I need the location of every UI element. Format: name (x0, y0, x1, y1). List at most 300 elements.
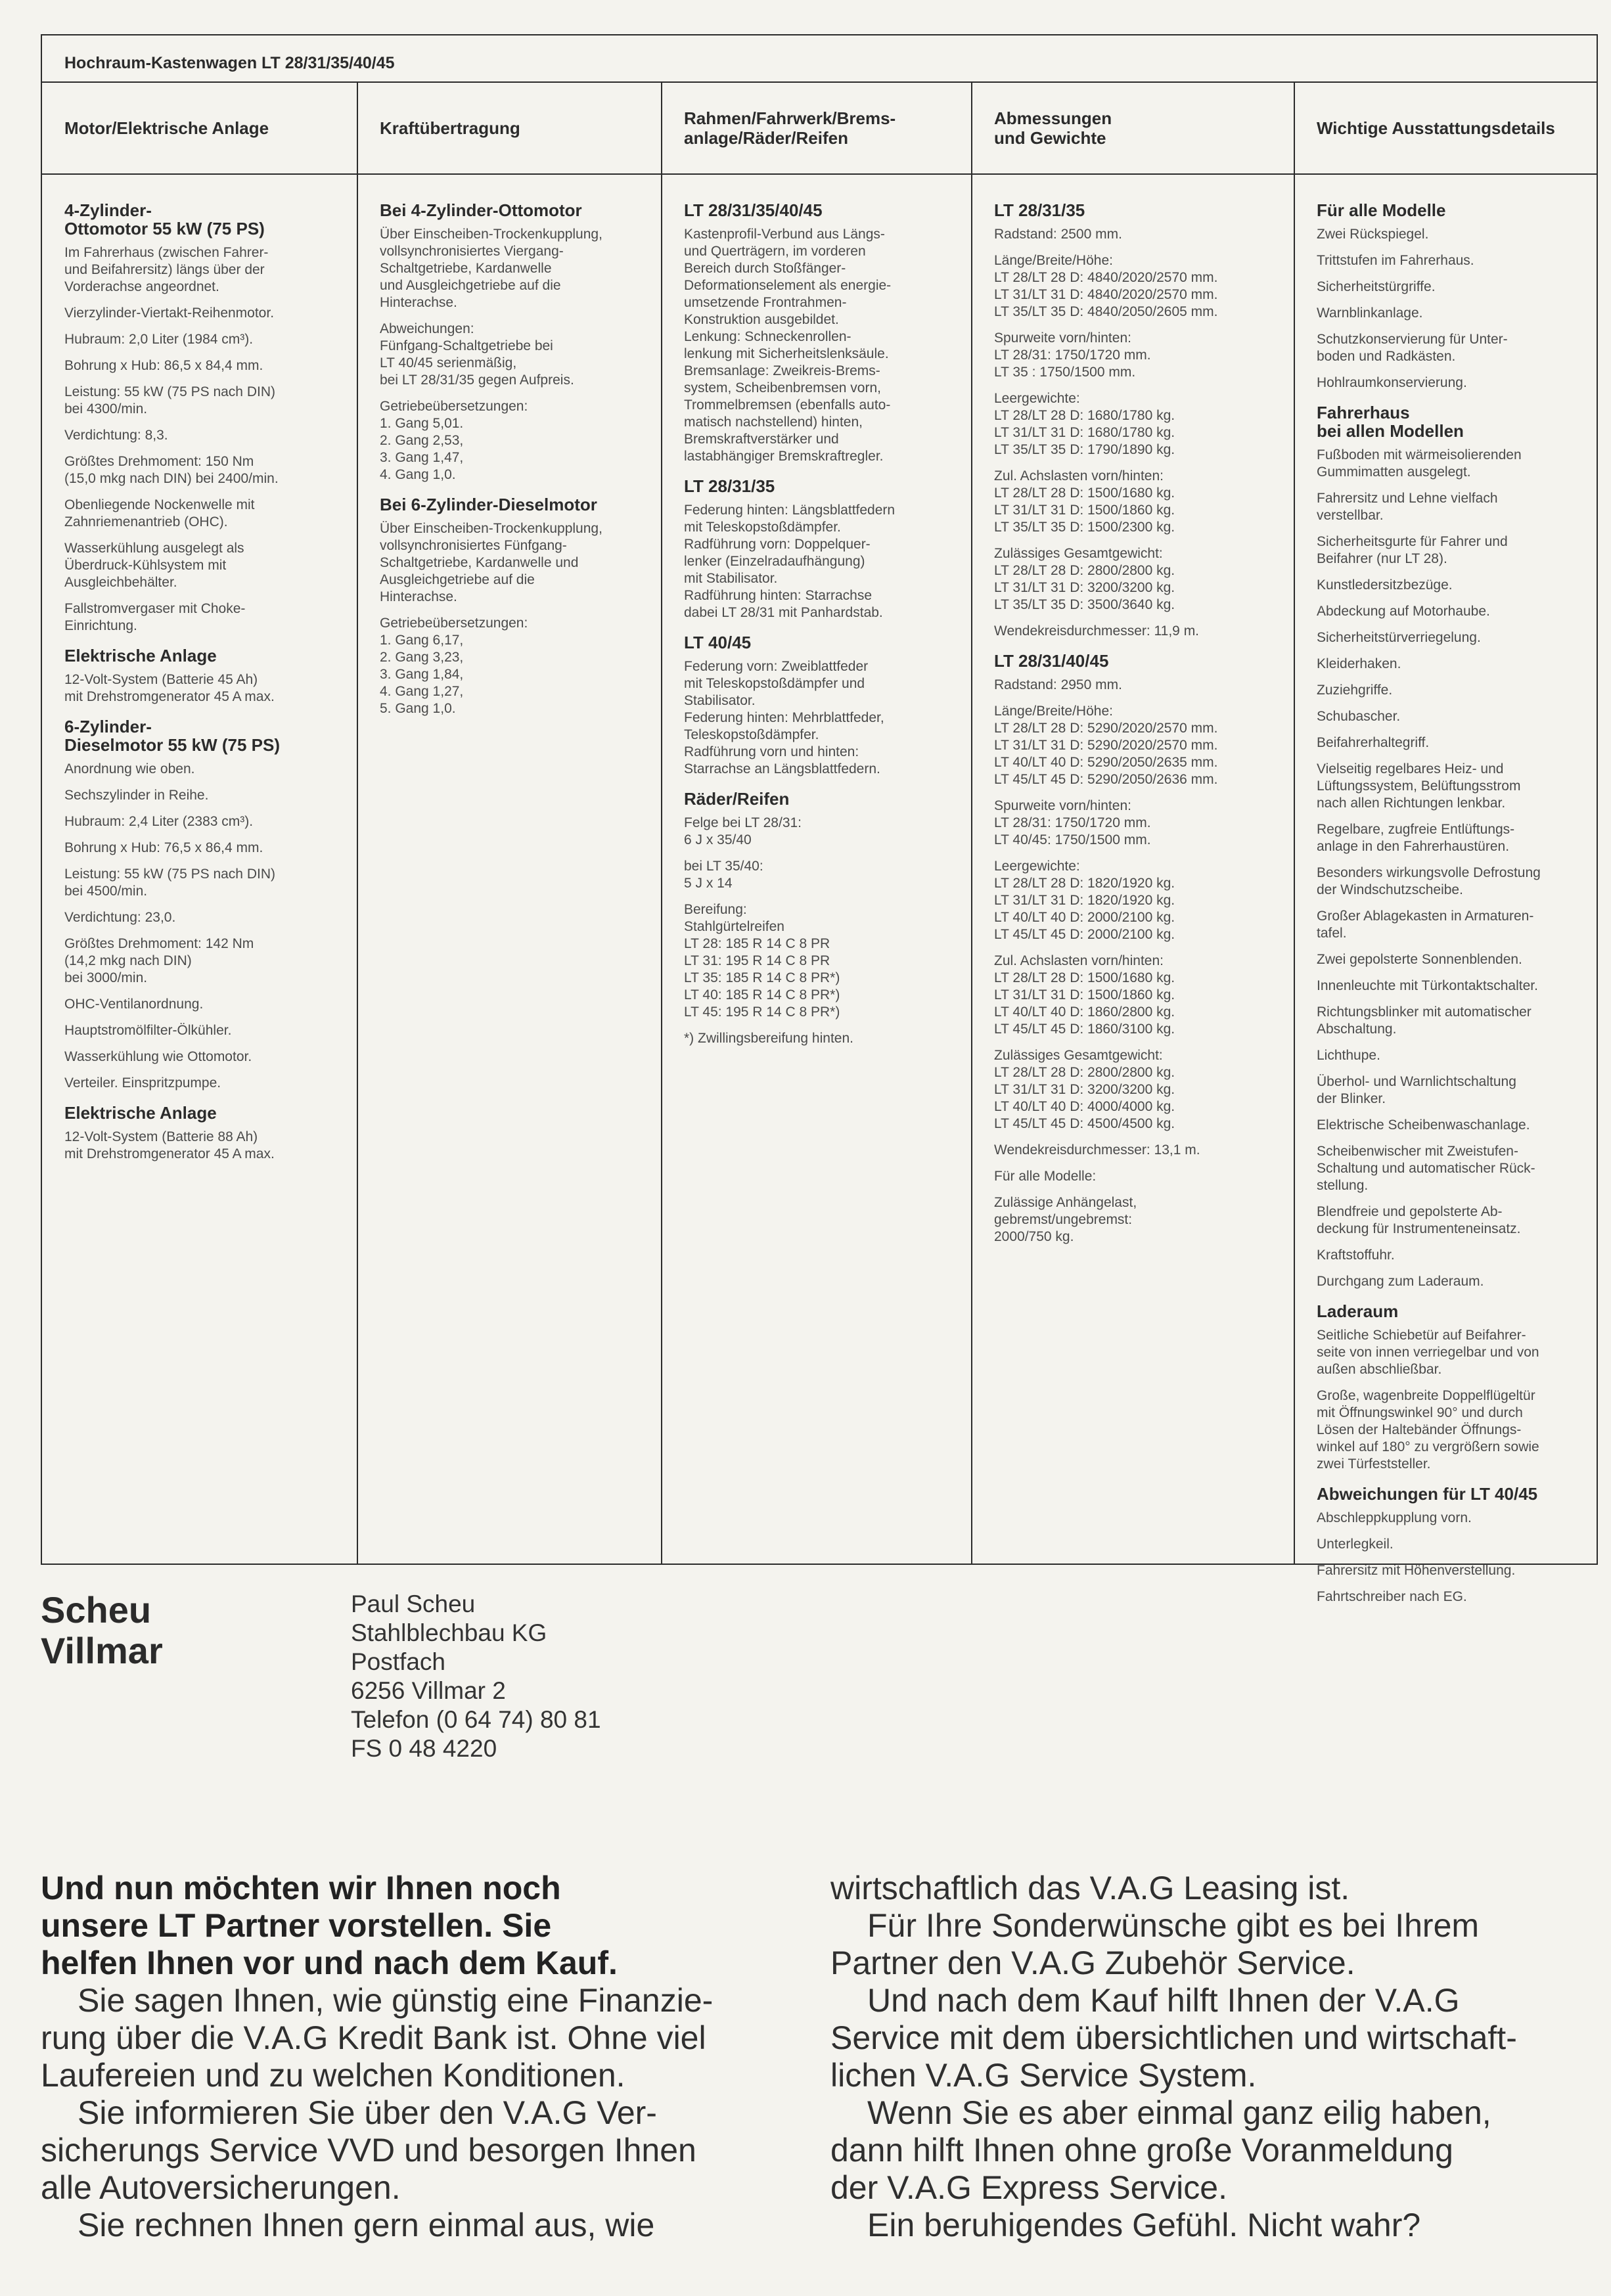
spec-paragraph (684, 226, 955, 465)
spec-line: Unterlegkeil. (1317, 1537, 1394, 1552)
column-kraftuebertragung (357, 175, 662, 1564)
spec-line: bei 4500/min. (64, 884, 148, 899)
spec-line: Vierzylinder-Viertakt-Reihenmotor. (64, 305, 275, 321)
spec-line: Wasserkühlung wie Ottomotor. (64, 1049, 252, 1064)
spec-line: LT 35 : 1750/1500 mm. (994, 365, 1136, 380)
spec-line: Sicherheitstürverriegelung. (1317, 630, 1481, 645)
spec-line: Kraftstoffuhr. (1317, 1248, 1395, 1263)
spec-line: dabei LT 28/31 mit Panhardstab. (684, 605, 883, 620)
spec-paragraph (1317, 1387, 1579, 1473)
closing-line: Service mit dem übersichtlichen und wirtschaft- (830, 2019, 1517, 2056)
spec-paragraph (994, 953, 1277, 1038)
spec-line: Schaltgetriebe, Kardanwelle (380, 261, 552, 276)
spec-paragraph (1317, 331, 1579, 365)
spec-line: Fahrersitz mit Höhenverstellung. (1317, 1563, 1516, 1578)
spec-line: Elektrische Anlage (64, 1103, 217, 1123)
spec-line: Über Einscheiben-Trockenkupplung, (380, 227, 602, 242)
spec-paragraph (64, 357, 340, 374)
closing-paragraph (830, 1907, 1579, 1982)
spec-line: 6 J x 35/40 (684, 832, 752, 847)
spec-line: Richtungsblinker mit automatischer (1317, 1004, 1532, 1020)
spec-paragraph (1317, 1588, 1579, 1606)
spec-line: 6-Zylinder- (64, 717, 152, 736)
closing-line: Wenn Sie es aber einmal ganz eilig haben, (867, 2094, 1491, 2131)
spec-line: Gummimatten ausgelegt. (1317, 464, 1471, 480)
spec-line: Zulässiges Gesamtgewicht: (994, 546, 1163, 561)
spec-paragraph (64, 1075, 340, 1092)
section-heading (684, 633, 955, 652)
spec-paragraph (994, 1168, 1277, 1185)
spec-line: Radstand: 2950 mm. (994, 677, 1122, 692)
column-header-kraftuebertragung (357, 83, 662, 173)
spec-line: seite von innen verriegelbar und von (1317, 1345, 1539, 1360)
spec-line: Abweichungen für LT 40/45 (1317, 1484, 1538, 1504)
spec-line: 1. Gang 6,17, (380, 633, 464, 648)
spec-line: Für alle Modelle (1317, 200, 1446, 220)
spec-line: Zulässiges Gesamtgewicht: (994, 1048, 1163, 1063)
spec-line: LT 40/45 (684, 633, 752, 652)
spec-line: Stahlgürtelreifen (684, 919, 784, 934)
spec-line: Deformationselement als energie- (684, 278, 892, 293)
spec-paragraph (1317, 1536, 1579, 1553)
spec-paragraph (1317, 226, 1579, 243)
column-header-line: Kraftübertragung (380, 118, 520, 138)
closing-line: der V.A.G Express Service. (830, 2169, 1227, 2206)
spec-line: Abschaltung. (1317, 1022, 1397, 1037)
spec-line: nach allen Richtungen lenkbar. (1317, 796, 1506, 811)
spec-line: Länge/Breite/Höhe: (994, 704, 1113, 719)
spec-line: LT 31: 195 R 14 C 8 PR (684, 953, 830, 968)
section-heading (1317, 1302, 1579, 1320)
spec-paragraph (1317, 252, 1579, 269)
spec-line: 12-Volt-System (Batterie 45 Ah) (64, 672, 258, 687)
spec-line: LT 31/LT 31 D: 3200/3200 kg. (994, 1082, 1175, 1097)
closing-paragraph (830, 2207, 1579, 2244)
spec-line: LT 28/LT 28 D: 1680/1780 kg. (994, 408, 1175, 423)
spec-line: bei allen Modellen (1317, 421, 1464, 441)
spec-line: Zwei gepolsterte Sonnenblenden. (1317, 952, 1522, 967)
spec-line: bei LT 35/40: (684, 859, 763, 874)
spec-line: mit Drehstromgenerator 45 A max. (64, 1146, 275, 1161)
spec-paragraph (994, 390, 1277, 459)
column-header-ausstattung (1294, 83, 1597, 173)
spec-paragraph (1317, 734, 1579, 752)
spec-line: Anordnung wie oben. (64, 761, 195, 777)
spec-paragraph (1317, 374, 1579, 392)
spec-line: LT 28/31/40/45 (994, 651, 1109, 671)
spec-paragraph (64, 787, 340, 804)
spec-line: mit Öffnungswinkel 90° und durch (1317, 1405, 1523, 1420)
spec-line: außen abschließbar. (1317, 1362, 1442, 1377)
spec-line: bei 4300/min. (64, 401, 148, 416)
address-line: Stahlblechbau KG (351, 1619, 547, 1646)
spec-line: LT 28/31/35/40/45 (684, 200, 823, 220)
spec-paragraph (684, 901, 955, 1021)
spec-line: Vielseitig regelbares Heiz- und (1317, 761, 1504, 777)
spec-paragraph (1317, 656, 1579, 673)
closing-paragraph (41, 2207, 777, 2244)
spec-line: lastabhängiger Bremskraftregler. (684, 449, 884, 464)
closing-text-right (830, 1870, 1579, 2244)
spec-line: Wendekreisdurchmesser: 11,9 m. (994, 623, 1200, 639)
spec-paragraph (994, 677, 1277, 694)
section-heading (380, 201, 645, 219)
column-header-line: Wichtige Ausstattungsdetails (1317, 118, 1555, 138)
spec-line: Wendekreisdurchmesser: 13,1 m. (994, 1142, 1200, 1158)
spec-line: LT 40/LT 40 D: 4000/4000 kg. (994, 1099, 1175, 1114)
spec-line: boden und Radkästen. (1317, 349, 1456, 364)
spec-line: Schubascher. (1317, 709, 1401, 724)
spec-line: Federung hinten: Längsblattfedern (684, 503, 896, 518)
spec-paragraph (994, 858, 1277, 943)
spec-line: Hubraum: 2,0 Liter (1984 cm³). (64, 332, 254, 347)
spec-line: Abweichungen: (380, 321, 474, 336)
spec-line: Ottomotor 55 kW (75 PS) (64, 219, 265, 238)
spec-line: Schaltgetriebe, Kardanwelle und (380, 555, 579, 570)
spec-line: mit Teleskopstoßdämpfer. (684, 520, 841, 535)
spec-paragraph (1317, 951, 1579, 968)
closing-line: Sie informieren Sie über den V.A.G Ver- (78, 2094, 657, 2131)
spec-paragraph (64, 384, 340, 418)
spec-line: LT 31/LT 31 D: 4840/2020/2570 mm. (994, 287, 1218, 302)
spec-line: Bohrung x Hub: 76,5 x 86,4 mm. (64, 840, 263, 855)
spec-line: Trittstufen im Fahrerhaus. (1317, 253, 1474, 268)
spec-line: 4-Zylinder- (64, 200, 152, 220)
spec-line: Abschleppkupplung vorn. (1317, 1510, 1472, 1525)
section-heading (380, 495, 645, 514)
column-divider (661, 83, 662, 1564)
spec-line: Ausgleichbehälter. (64, 575, 177, 590)
spec-paragraph (380, 226, 645, 311)
closing-line: Für Ihre Sonderwünsche gibt es bei Ihrem (867, 1907, 1480, 1944)
spec-line: Fallstromvergaser mit Choke- (64, 601, 246, 616)
headline-line: Und nun möchten wir Ihnen noch (41, 1870, 561, 1906)
spec-line: 5 J x 14 (684, 876, 733, 891)
spec-paragraph (64, 1022, 340, 1039)
spec-line: Durchgang zum Laderaum. (1317, 1274, 1484, 1289)
spec-paragraph (1317, 1117, 1579, 1134)
spec-paragraph (64, 1129, 340, 1163)
spec-line: Kleiderhaken. (1317, 656, 1401, 671)
spec-line: Radführung hinten: Starrachse (684, 588, 873, 603)
spec-paragraph (994, 703, 1277, 788)
spec-paragraph (1317, 577, 1579, 594)
spec-line: Über Einscheiben-Trockenkupplung, (380, 521, 602, 536)
spec-line: LT 28/LT 28 D: 1500/1680 kg. (994, 485, 1175, 501)
closing-paragraph (830, 1982, 1579, 2094)
closing-line: Sie rechnen Ihnen gern einmal aus, wie (78, 2207, 655, 2243)
spec-paragraph (64, 840, 340, 857)
spec-line: LT 28/31: 1750/1720 mm. (994, 348, 1151, 363)
spec-line: 3. Gang 1,47, (380, 450, 464, 465)
spec-line: Verdichtung: 8,3. (64, 428, 168, 443)
spec-line: mit Drehstromgenerator 45 A max. (64, 689, 275, 704)
spec-line: LT 28/LT 28 D: 2800/2800 kg. (994, 563, 1175, 578)
spec-line: Seitliche Schiebetür auf Beifahrer- (1317, 1328, 1526, 1343)
scheu-villmar-logo (41, 1590, 163, 1671)
headline-line: helfen Ihnen vor und nach dem Kauf. (41, 1945, 618, 1981)
spec-line: LT 45/LT 45 D: 4500/4500 kg. (994, 1116, 1175, 1131)
spec-paragraph (1317, 305, 1579, 322)
spec-line: vollsynchronisiertes Fünfgang- (380, 538, 567, 553)
spec-line: Hauptstromölfilter-Ölkühler. (64, 1023, 232, 1038)
address-line: Postfach (351, 1648, 445, 1675)
spec-paragraph (1317, 1204, 1579, 1238)
headline-line: unsere LT Partner vorstellen. Sie (41, 1907, 552, 1944)
spec-line: Hubraum: 2,4 Liter (2383 cm³). (64, 814, 254, 829)
column-motor-elektrik (42, 175, 357, 1564)
closing-line: Und nach dem Kauf hilft Ihnen der V.A.G (867, 1982, 1460, 2019)
spec-line: Länge/Breite/Höhe: (994, 253, 1113, 268)
spec-paragraph (1317, 1510, 1579, 1527)
spec-line: LT 35/LT 35 D: 3500/3640 kg. (994, 597, 1175, 612)
closing-line: Laufereien und zu welchen Konditionen. (41, 2057, 625, 2094)
spec-line: stellung. (1317, 1178, 1369, 1193)
section-heading (684, 477, 955, 495)
spec-paragraph (1317, 1247, 1579, 1264)
spec-line: Konstruktion ausgebildet. (684, 312, 839, 327)
closing-headline (41, 1870, 777, 1982)
spec-line: Zul. Achslasten vorn/hinten: (994, 468, 1164, 484)
spec-line: Stabilisator. (684, 693, 756, 708)
spec-line: Blendfreie und gepolsterte Ab- (1317, 1204, 1503, 1219)
spec-line: LT 31/LT 31 D: 1820/1920 kg. (994, 893, 1175, 908)
column-abmessungen (972, 175, 1294, 1564)
spec-paragraph (1317, 1562, 1579, 1579)
spec-line: Radführung vorn und hinten: (684, 744, 859, 759)
spec-line: der Windschutzscheibe. (1317, 882, 1463, 897)
spec-paragraph (380, 615, 645, 717)
spec-paragraph (64, 497, 340, 531)
spec-line: Fünfgang-Schaltgetriebe bei (380, 338, 553, 353)
spec-line: 5. Gang 1,0. (380, 701, 456, 716)
spec-line: lenkung mit Sicherheitslenksäule. (684, 346, 889, 361)
spec-line: Bremsanlage: Zweikreis-Brems- (684, 363, 880, 378)
spec-line: Bereich durch Stoßfänger- (684, 261, 846, 276)
section-heading (1317, 403, 1579, 440)
spec-line: und Querträgern, im vorderen (684, 244, 866, 259)
spec-line: Warnblinkanlage. (1317, 305, 1423, 321)
spec-paragraph (1317, 1273, 1579, 1290)
spec-line: Räder/Reifen (684, 789, 790, 809)
spec-paragraph (684, 815, 955, 849)
spec-line: LT 45/LT 45 D: 1860/3100 kg. (994, 1022, 1175, 1037)
spec-line: Lenkung: Schneckenrollen- (684, 329, 851, 344)
spec-line: LT 28/31/35 (684, 476, 775, 496)
spec-line: Zwei Rückspiegel. (1317, 227, 1429, 242)
closing-text-left (41, 1870, 777, 2244)
spec-paragraph (1317, 533, 1579, 568)
spec-line: Elektrische Anlage (64, 646, 217, 665)
spec-line: Sicherheitsgurte für Fahrer und (1317, 534, 1508, 549)
spec-paragraph (1317, 821, 1579, 855)
spec-line: 3. Gang 1,84, (380, 667, 464, 682)
spec-line: Schutzkonservierung für Unter- (1317, 332, 1508, 347)
spec-line: LT 45: 195 R 14 C 8 PR*) (684, 1004, 840, 1020)
spec-line: Regelbare, zugfreie Entlüftungs- (1317, 822, 1515, 837)
spec-line: LT 28/LT 28 D: 1820/1920 kg. (994, 876, 1175, 891)
spec-line: Großer Ablagekasten in Armaturen- (1317, 909, 1534, 924)
column-divider (971, 83, 972, 1564)
spec-paragraph (380, 321, 645, 389)
spec-line: und Beifahrersitz) längs über der (64, 262, 265, 277)
spec-line: LT 40/45 serienmäßig, (380, 355, 517, 371)
spec-line: Abdeckung auf Motorhaube. (1317, 604, 1490, 619)
spec-paragraph (994, 1142, 1277, 1159)
spec-line: LT 28/LT 28 D: 1500/1680 kg. (994, 970, 1175, 985)
spec-line: Überdruck-Kühlsystem mit (64, 558, 227, 573)
spec-line: Trommelbremsen (ebenfalls auto- (684, 397, 891, 413)
spec-line: Fahrersitz und Lehne vielfach (1317, 491, 1498, 506)
spec-line: Getriebeübersetzungen: (380, 399, 528, 414)
spec-line: winkel auf 180° zu vergrößern sowie (1317, 1439, 1539, 1454)
spec-line: Leistung: 55 kW (75 PS nach DIN) (64, 384, 275, 399)
spec-paragraph (994, 1194, 1277, 1246)
spec-line: Fahrtschreiber nach EG. (1317, 1589, 1467, 1604)
spec-paragraph (64, 866, 340, 900)
spec-line: Bei 6-Zylinder-Dieselmotor (380, 495, 597, 514)
spec-line: LT 45/LT 45 D: 2000/2100 kg. (994, 927, 1175, 942)
spec-paragraph (994, 1047, 1277, 1133)
spec-line: Lichthupe. (1317, 1048, 1380, 1063)
spec-paragraph (994, 798, 1277, 849)
spec-line: 2000/750 kg. (994, 1229, 1074, 1244)
spec-line: Zulässige Anhängelast, (994, 1195, 1137, 1210)
spec-line: Spurweite vorn/hinten: (994, 330, 1131, 346)
spec-line: Bereifung: (684, 902, 747, 917)
spec-paragraph (380, 398, 645, 484)
spec-paragraph (1317, 1143, 1579, 1194)
spec-line: Obenliegende Nockenwelle mit (64, 497, 255, 512)
table-title: Hochraum-Kastenwagen LT 28/31/35/40/45 (42, 35, 1597, 83)
spec-line: Kastenprofil-Verbund aus Längs- (684, 227, 885, 242)
column-divider (1294, 83, 1295, 1564)
address-line: 6256 Villmar 2 (351, 1677, 506, 1704)
spec-paragraph (994, 252, 1277, 321)
spec-paragraph (64, 813, 340, 830)
spec-line: bei LT 28/31/35 gegen Aufpreis. (380, 372, 574, 388)
spec-line: Fußboden mit wärmeisolierenden (1317, 447, 1522, 462)
spec-paragraph (64, 935, 340, 987)
spec-line: LT 28/LT 28 D: 4840/2020/2570 mm. (994, 270, 1218, 285)
column-header-abmessungen (972, 83, 1294, 173)
closing-line: Sie sagen Ihnen, wie günstig eine Finanzie- (78, 1982, 714, 2019)
spec-line: LT 28/LT 28 D: 2800/2800 kg. (994, 1065, 1175, 1080)
spec-line: LT 28/31/35 (994, 200, 1085, 220)
spec-line: anlage in den Fahrerhaustüren. (1317, 839, 1510, 854)
spec-line: tafel. (1317, 926, 1347, 941)
closing-paragraph (41, 1982, 777, 2094)
spec-paragraph (64, 671, 340, 706)
spec-line: Überhol- und Warnlichtschaltung (1317, 1074, 1516, 1089)
spec-line: 4. Gang 1,27, (380, 684, 464, 699)
spec-paragraph (1317, 603, 1579, 620)
spec-line: 1. Gang 5,01. (380, 416, 464, 431)
closing-line: wirtschaftlich das V.A.G Leasing ist. (830, 1870, 1350, 1906)
company-address (351, 1590, 601, 1763)
spec-line: 2. Gang 2,53, (380, 433, 464, 448)
spec-line: vollsynchronisiertes Viergang- (380, 244, 564, 259)
address-line: FS 0 48 4220 (351, 1735, 497, 1762)
spec-line: Lüftungssystem, Belüftungsstrom (1317, 778, 1521, 794)
spec-line: Zul. Achslasten vorn/hinten: (994, 953, 1164, 968)
spec-line: deckung für Instrumenteneinsatz. (1317, 1221, 1521, 1236)
spec-line: Größtes Drehmoment: 150 Nm (64, 454, 254, 469)
section-heading (64, 201, 340, 238)
spec-paragraph (64, 600, 340, 635)
spec-line: LT 35/LT 35 D: 1790/1890 kg. (994, 442, 1175, 457)
spec-line: Kunstledersitzbezüge. (1317, 577, 1453, 593)
spec-paragraph (1317, 1327, 1579, 1378)
spec-line: Hohlraumkonservierung. (1317, 375, 1467, 390)
spec-paragraph (994, 330, 1277, 381)
spec-paragraph (1317, 708, 1579, 725)
logo-line: Villmar (41, 1630, 163, 1671)
spec-line: Besonders wirkungsvolle Defrostung (1317, 865, 1541, 880)
column-header-line: und Gewichte (994, 128, 1106, 148)
spec-paragraph (64, 305, 340, 322)
spec-line: Federung hinten: Mehrblattfeder, (684, 710, 884, 725)
section-heading (994, 652, 1277, 670)
spec-line: Scheibenwischer mit Zweistufen- (1317, 1144, 1518, 1159)
spec-line: mit Stabilisator. (684, 571, 778, 586)
closing-line: Partner den V.A.G Zubehör Service. (830, 1945, 1355, 1981)
spec-line: Sechszylinder in Reihe. (64, 788, 209, 803)
column-fahrwerk (662, 175, 972, 1564)
spec-line: bei 3000/min. (64, 970, 148, 985)
spec-paragraph (684, 658, 955, 778)
spec-paragraph (994, 226, 1277, 243)
spec-line: Im Fahrerhaus (zwischen Fahrer- (64, 245, 269, 260)
spec-line: Vorderachse angeordnet. (64, 279, 219, 294)
spec-line: mit Teleskopstoßdämpfer und (684, 676, 865, 691)
spec-line: (14,2 mkg nach DIN) (64, 953, 192, 968)
spec-paragraph (64, 244, 340, 296)
spec-line: Große, wagenbreite Doppelflügeltür (1317, 1388, 1535, 1403)
column-header-line: Abmessungen (994, 108, 1112, 128)
spec-line: (15,0 mkg nach DIN) bei 2400/min. (64, 471, 279, 486)
section-heading (64, 646, 340, 665)
closing-paragraph (830, 2094, 1579, 2207)
spec-line: Dieselmotor 55 kW (75 PS) (64, 735, 280, 755)
spec-paragraph (1317, 682, 1579, 699)
spec-paragraph (1317, 1073, 1579, 1108)
section-heading (684, 201, 955, 219)
spec-paragraph (994, 623, 1277, 640)
closing-line: rung über die V.A.G Kredit Bank ist. Ohne viel (41, 2019, 706, 2056)
spec-line: Einrichtung. (64, 618, 137, 633)
spec-line: Bohrung x Hub: 86,5 x 84,4 mm. (64, 358, 263, 373)
spec-line: Hinterachse. (380, 295, 457, 310)
column-ausstattung (1294, 175, 1597, 1604)
spec-line: Laderaum (1317, 1301, 1399, 1321)
spec-line: Leistung: 55 kW (75 PS nach DIN) (64, 867, 275, 882)
spec-line: LT 28: 185 R 14 C 8 PR (684, 936, 830, 951)
spec-line: LT 45/LT 45 D: 5290/2050/2636 mm. (994, 772, 1218, 787)
spec-line: LT 31/LT 31 D: 1680/1780 kg. (994, 425, 1175, 440)
column-header-line: Rahmen/Fahrwerk/Brems- (684, 108, 896, 128)
section-heading (1317, 201, 1579, 219)
spec-line: der Blinker. (1317, 1091, 1386, 1106)
spec-line: Radstand: 2500 mm. (994, 227, 1122, 242)
spec-paragraph (64, 453, 340, 487)
spec-line: Innenleuchte mit Türkontaktschalter. (1317, 978, 1538, 993)
column-header-line: Motor/Elektrische Anlage (64, 118, 269, 138)
spec-line: lenker (Einzelradaufhängung) (684, 554, 865, 569)
spec-paragraph (380, 520, 645, 606)
closing-paragraph (41, 2094, 777, 2207)
closing-line: alle Autoversicherungen. (41, 2169, 401, 2206)
